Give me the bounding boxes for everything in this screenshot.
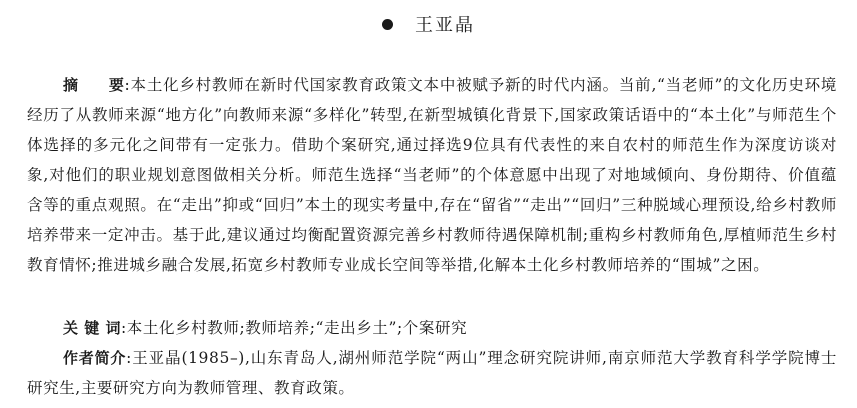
- abstract-label-char-2: 要: [108, 76, 125, 94]
- keywords-label: 关 键 词: [63, 319, 121, 337]
- abstract-paragraph: [27, 70, 837, 280]
- author-heading: [0, 12, 857, 40]
- keywords-paragraph: [63, 313, 833, 343]
- filled-circle-icon: [382, 19, 393, 30]
- author-intro-paragraph: [27, 343, 837, 403]
- author-intro-label: 作者简介: [63, 349, 127, 367]
- keywords-text: :本土化乡村教师;教师培养;“走出乡土”;个案研究: [120, 319, 468, 337]
- abstract-label: [63, 76, 125, 94]
- abstract-text: :本土化乡村教师在新时代国家教育政策文本中被赋予新的时代内涵。当前,“当老师”的文化历史环境经历了从教师来源“地方化”向教师来源“多样化”转型,在新型城镇化背景下,国家政策话语中的“本土化”与师范生个体选择的多元化之间带有一定张力。借助个案研究,通过择选9位具有代表性的来自农村的师范生作为深度访谈对象,对他们的职业规划意图做相关分析。师范生选择“当老师”的个体意愿中出现了对地域倾向、身份期待、价值蕴含等的重点观照。在“走出”抑或“回归”本土的现实考量中,存在“留省”“走出”“回归”三种脱域心理预设,给乡村教师培养带来一定冲击。基于此,建议通过均衡配置资源完善乡村教师待遇保障机制;重构乡村教师角色,厚植师范生乡村教育情怀;推进城乡融合发展,拓宽乡村教师专业成长空间等举措,化解本土化乡村教师培养的“围城”之困。: [27, 76, 837, 274]
- author-name: 王亚晶: [415, 15, 475, 36]
- abstract-label-char-1: 摘: [63, 76, 79, 94]
- author-intro-text: :王亚晶(1985–),山东青岛人,湖州师范学院“两山”理念研究院讲师,南京师范大学教育科学学院博士研究生,主要研究方向为教师管理、教育政策。: [27, 349, 837, 397]
